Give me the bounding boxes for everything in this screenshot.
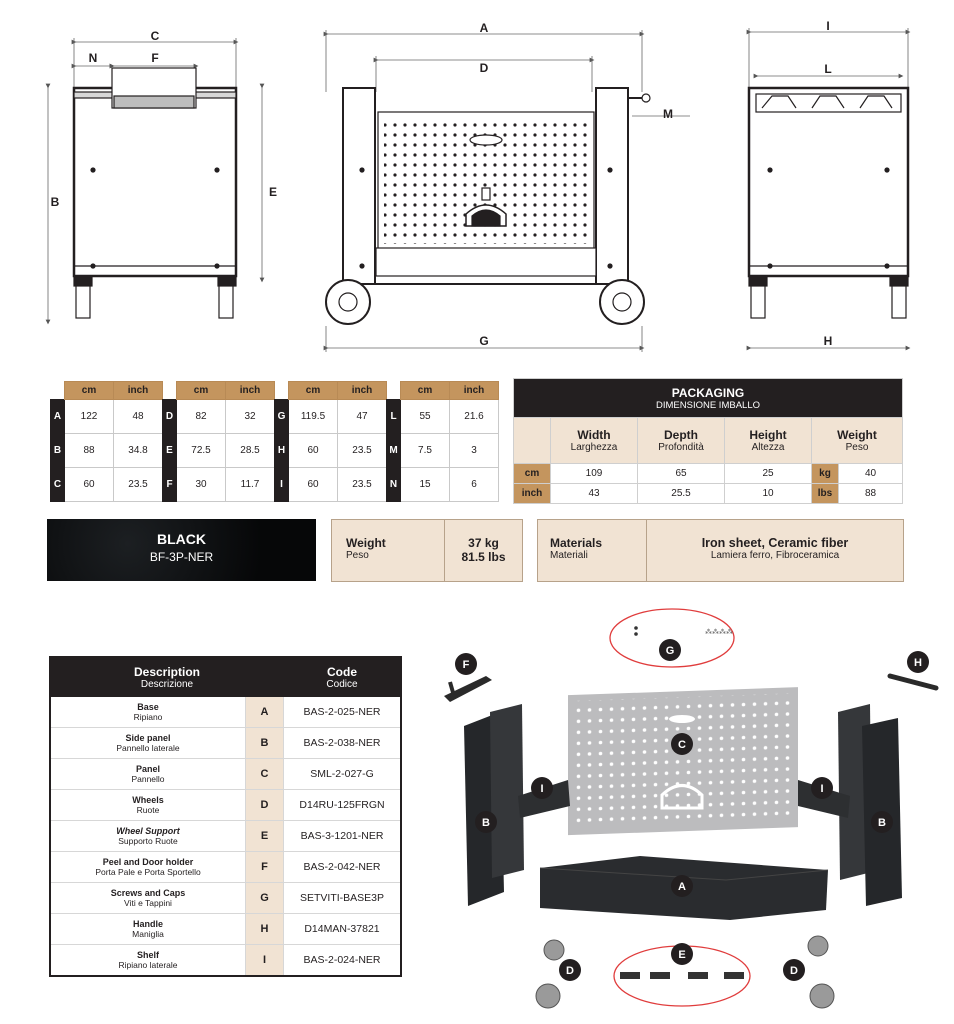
dim-inch: 34.8 — [114, 434, 163, 468]
back-view — [749, 88, 908, 318]
dim-inch: 3 — [450, 434, 499, 468]
dim-inch: 6 — [450, 468, 499, 502]
dim-cm: 119.5 — [289, 400, 338, 434]
svg-text:D: D — [790, 965, 798, 977]
color-variant-box — [47, 519, 316, 581]
dim-cm: 88 — [65, 434, 114, 468]
table-row: Shelf Ripiano laterale I BAS-2-024-NER — [50, 945, 401, 977]
dim-cm: 30 — [177, 468, 226, 502]
marker-i-right — [811, 777, 833, 799]
dim-cm: 55 — [401, 400, 450, 434]
marker-b-left — [475, 811, 497, 833]
packaging-table: PACKAGING DIMENSIONE IMBALLO Width Larghezza Depth Profondità Height Altezza Weight Peso cm 109 65 25 kg 40 inch 43 25.5 10 lbs 88 — [513, 378, 903, 504]
table-row: Panel Pannello C SML-2-027-G — [50, 759, 401, 790]
materials-box: Materials Materiali Iron sheet, Ceramic fiber Lamiera ferro, Fibroceramica — [537, 519, 904, 582]
dim-label: N — [387, 468, 401, 502]
marker-g — [659, 639, 681, 661]
svg-text:G: G — [479, 334, 489, 348]
svg-text:D: D — [566, 965, 574, 977]
svg-text:H: H — [823, 334, 833, 348]
weight-box: Weight Peso 37 kg 81.5 lbs — [331, 519, 523, 582]
marker-a — [671, 875, 693, 897]
exploded-view — [430, 600, 954, 1024]
svg-text:A: A — [479, 21, 489, 35]
svg-text:E: E — [678, 949, 686, 961]
svg-text:D: D — [479, 61, 489, 75]
table-row: Wheels Ruote D D14RU-125FRGN — [50, 790, 401, 821]
dimension-table-4: cm inch L 55 21.6 M 7.5 3 N 15 6 — [386, 381, 499, 502]
variant-code: BF-3P-NER — [149, 550, 214, 564]
dim-inch: 28.5 — [226, 434, 275, 468]
svg-text:N: N — [88, 51, 98, 65]
dim-inch: 23.5 — [114, 468, 163, 502]
dim-label: L — [387, 400, 401, 434]
svg-text:L: L — [824, 62, 832, 76]
side-view — [74, 68, 236, 318]
dim-label: A — [51, 400, 65, 434]
marker-h — [907, 651, 929, 673]
svg-text:I: I — [820, 783, 824, 795]
svg-text:B: B — [878, 817, 886, 829]
dim-cm: 60 — [289, 468, 338, 502]
dim-label: B — [51, 434, 65, 468]
marker-b-right — [871, 811, 893, 833]
dim-cm: 122 — [65, 400, 114, 434]
dim-cm: 72.5 — [177, 434, 226, 468]
dim-cm: 7.5 — [401, 434, 450, 468]
dimension-table-3: cm inch G 119.5 47 H 60 23.5 I 60 23.5 — [274, 381, 387, 502]
parts-table: Description Descrizione Code Codice Base Ripiano A BAS-2-025-NER Side panel Pannello laterale B BAS-2-038-NER Panel Pannello C SML-2-027-G Wheels Ruote D D14RU-125FRGN Wheel Support Supporto Ruote E BAS-3-1201-NER Peel and Door holder Porta Pale e Porta Sportello F BAS-2-042-NER Screws and Caps Viti e Tappini G SETVITI-BASE3P Handle Maniglia H D14MAN-37821 Shelf Ripiano laterale I BAS-2-024-NER — [49, 656, 402, 977]
front-view — [326, 88, 650, 324]
dim-label: F — [163, 468, 177, 502]
svg-text:G: G — [665, 645, 675, 657]
dim-label: G — [275, 400, 289, 434]
packaging-subtitle: DIMENSIONE IMBALLO — [656, 399, 760, 411]
table-row: Screws and Caps Viti e Tappini G SETVITI-BASE3P — [50, 883, 401, 914]
dim-inch: 21.6 — [450, 400, 499, 434]
dim-inch: 23.5 — [338, 434, 387, 468]
svg-text:⁂⁂⁂⁂: ⁂⁂⁂⁂ — [705, 629, 733, 636]
dimension-table-2: cm inch D 82 32 E 72.5 28.5 F 30 11.7 — [162, 381, 275, 502]
variant-color: BLACK — [157, 531, 206, 547]
dim-inch: 47 — [338, 400, 387, 434]
svg-text:B: B — [482, 817, 490, 829]
marker-e — [671, 943, 693, 965]
dim-label: H — [275, 434, 289, 468]
packaging-title: PACKAGING — [671, 385, 745, 400]
table-row: Handle Maniglia H D14MAN-37821 — [50, 914, 401, 945]
svg-text:I: I — [540, 783, 544, 795]
svg-text:C: C — [678, 739, 686, 751]
dim-inch: 23.5 — [338, 468, 387, 502]
dim-cm: 60 — [65, 468, 114, 502]
dim-label: I — [275, 468, 289, 502]
dim-cm: 15 — [401, 468, 450, 502]
svg-text:C: C — [150, 29, 160, 43]
dimension-table-1: cm inch A 122 48 B 88 34.8 C 60 23.5 — [50, 381, 163, 502]
dim-label: D — [163, 400, 177, 434]
dim-label: E — [163, 434, 177, 468]
marker-d-left — [559, 959, 581, 981]
dim-cm: 82 — [177, 400, 226, 434]
svg-text:F: F — [462, 659, 470, 671]
marker-i-left — [531, 777, 553, 799]
marker-d-right — [783, 959, 805, 981]
dim-inch: 32 — [226, 400, 275, 434]
marker-f — [455, 653, 477, 675]
table-row: Wheel Support Supporto Ruote E BAS-3-1201-NER — [50, 821, 401, 852]
svg-text:M: M — [663, 107, 673, 121]
table-row: Base Ripiano A BAS-2-025-NER — [50, 697, 401, 728]
technical-drawings — [0, 0, 954, 360]
marker-c — [671, 733, 693, 755]
table-row: Side panel Pannello laterale B BAS-2-038-NER — [50, 728, 401, 759]
svg-text:F: F — [151, 51, 159, 65]
svg-text:A: A — [678, 881, 686, 893]
svg-text:B: B — [50, 195, 60, 209]
dim-label: C — [51, 468, 65, 502]
svg-text:E: E — [268, 185, 278, 199]
dim-inch: 48 — [114, 400, 163, 434]
dim-cm: 60 — [289, 434, 338, 468]
table-row: Peel and Door holder Porta Pale e Porta Sportello F BAS-2-042-NER — [50, 852, 401, 883]
svg-text:I: I — [826, 19, 830, 33]
dim-inch: 11.7 — [226, 468, 275, 502]
svg-text:H: H — [914, 657, 922, 669]
dim-label: M — [387, 434, 401, 468]
